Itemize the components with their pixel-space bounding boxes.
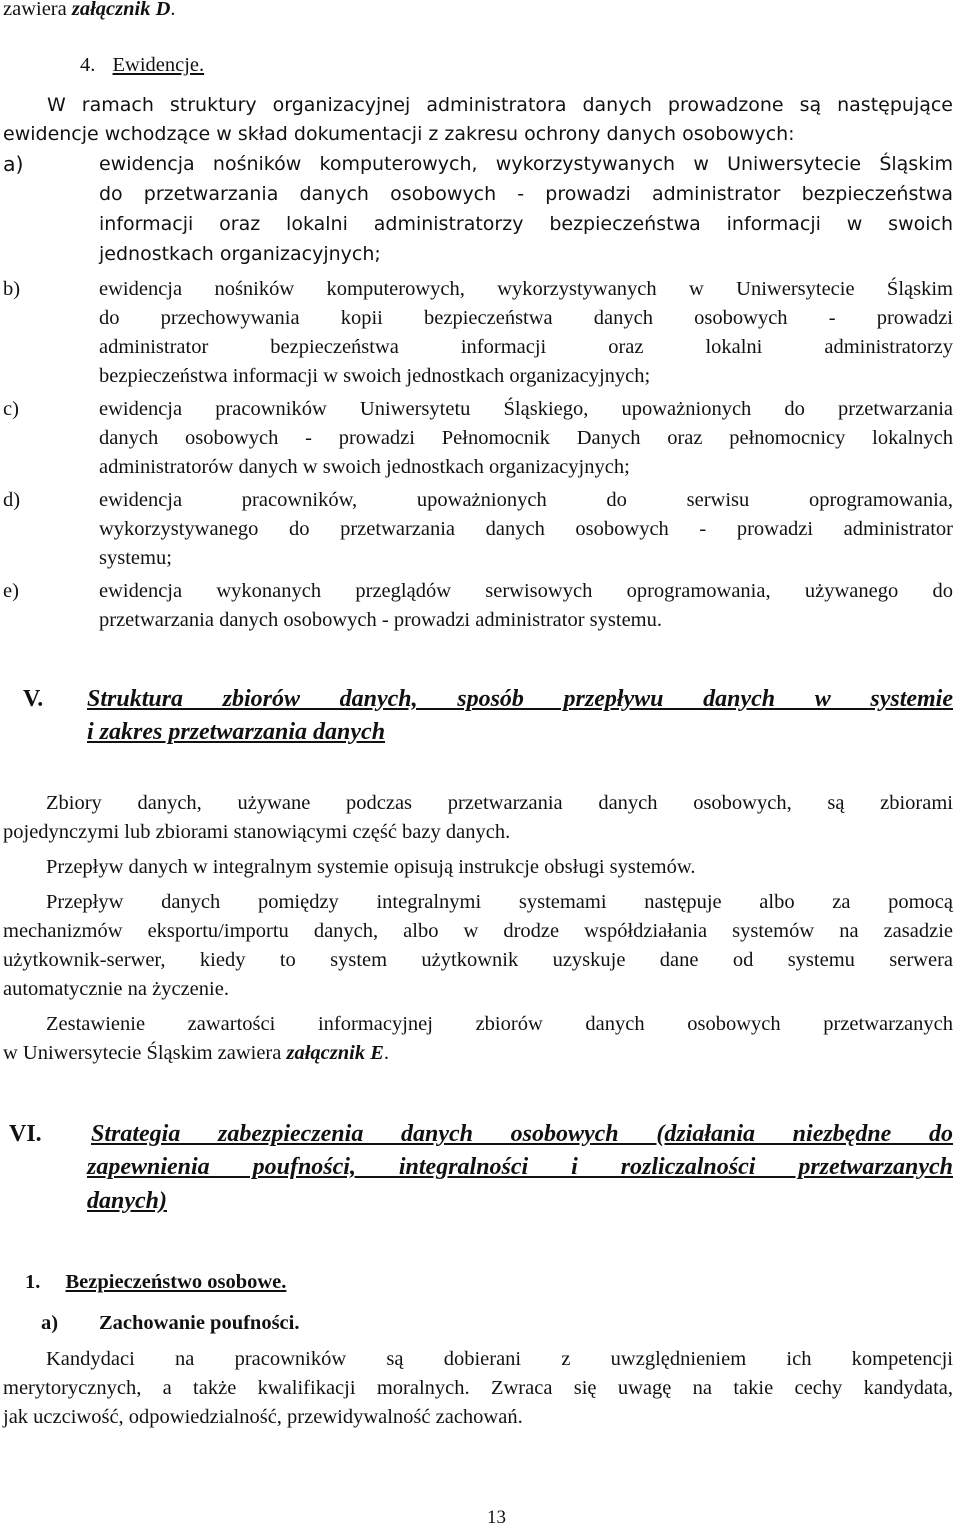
attachment-e-ref: załącznik E (286, 1042, 384, 1064)
list-b-line-1: ewidencja nośników komputerowych, wykorzystywanych w Uniwersytecie Śląskim (99, 278, 953, 300)
final-p-line-1: Kandydaci na pracowników są dobierani z uwzględnieniem ich kompetencji (46, 1348, 953, 1370)
list-a-line-4: jednostkach organizacyjnych; (99, 243, 381, 265)
list-label-e: e) (3, 580, 19, 602)
list-label-d: d) (3, 489, 21, 511)
v-p2-line-1: Przepływ danych w integralnym systemie opisują instrukcje obsługi systemów. (46, 856, 696, 878)
list-a-line-2: do przetwarzania danych osobowych - prowadzi administrator bezpieczeństwa (99, 183, 953, 205)
list-label-c: c) (3, 398, 19, 420)
intro-line-1: W ramach struktury organizacyjnej administratora danych prowadzone są następujące (47, 94, 953, 116)
section-vi-title-line-2: zapewnienia poufności, integralności i rozliczalności przetwarzanych (87, 1154, 953, 1180)
list-a-line-3: informacji oraz lokalni administratorzy bezpieczeństwa informacji w swoich (99, 213, 953, 235)
section-4-heading: 4. Ewidencje. (80, 54, 205, 76)
list-e-line-2: przetwarzania danych osobowych - prowadzi administrator systemu. (99, 609, 662, 631)
list-c-line-1: ewidencja pracowników Uniwersytetu Śląskiego, upoważnionych do przetwarzania (99, 398, 953, 420)
v-p4-line-1: Zestawienie zawartości informacyjnej zbiorów danych osobowych przetwarzanych (46, 1013, 953, 1035)
section-v-title-line-2: i zakres przetwarzania danych (87, 719, 386, 745)
list-e-line-1: ewidencja wykonanych przeglądów serwisowych oprogramowania, używanego do (99, 580, 953, 602)
list-a-line-1: ewidencja nośników komputerowych, wykorzystywanych w Uniwersytecie Śląskim (99, 153, 953, 175)
list-d-line-3: systemu; (99, 547, 172, 569)
subsection-1-heading: 1. Bezpieczeństwo osobowe. (25, 1271, 287, 1293)
section-vi-title-line-1: Strategia zabezpieczenia danych osobowych (działania niezbędne do (91, 1121, 953, 1147)
section-vi-number: VI. (9, 1121, 42, 1147)
list-label-a: a) (3, 152, 24, 176)
v-p3-line-2: mechanizmów eksportu/importu danych, albo w drodze współdziałania systemów na zasadzie (3, 920, 953, 942)
list-b-line-2: do przechowywania kopii bezpieczeństwa danych osobowych - prowadzi (99, 307, 953, 329)
v-p1-line-2: pojedynczymi lub zbiorami stanowiącymi część bazy danych. (3, 821, 511, 843)
page-number: 13 (487, 1507, 506, 1528)
v-p3-line-3: użytkownik-serwer, kiedy to system użytkownik uzyskuje dane od systemu serwera (3, 949, 953, 971)
section-v-number: V. (23, 686, 44, 712)
subsection-a-label: a) (41, 1312, 59, 1334)
top-fragment-line: zawiera załącznik D. (3, 0, 176, 20)
v-p1-line-1: Zbiory danych, używane podczas przetwarzania danych osobowych, są zbiorami (46, 792, 953, 814)
list-c-line-3: administratorów danych w swoich jednostkach organizacyjnych; (99, 456, 630, 478)
section-v-title-line-1: Struktura zbiorów danych, sposób przepływu danych w systemie (87, 686, 953, 712)
attachment-d-ref: załącznik D (71, 0, 171, 20)
intro-line-2: ewidencje wchodzące w skład dokumentacji z zakresu ochrony danych osobowych: (3, 123, 795, 145)
v-p3-line-1: Przepływ danych pomiędzy integralnymi systemami następuje albo za pomocą (46, 891, 953, 913)
section-vi-title-line-3: danych) (87, 1188, 167, 1214)
subsection-a-title: Zachowanie poufności. (99, 1312, 300, 1334)
final-p-line-2: merytorycznych, a także kwalifikacji moralnych. Zwraca się uwagę na takie cechy kandydata, (3, 1377, 953, 1399)
final-p-line-3: jak uczciwość, odpowiedzialność, przewidywalność zachowań. (3, 1406, 523, 1428)
list-b-line-4: bezpieczeństwa informacji w swoich jednostkach organizacyjnych; (99, 365, 651, 387)
v-p4-line-2: w Uniwersytecie Śląskim zawiera załącznik E. (3, 1042, 390, 1064)
list-b-line-3: administrator bezpieczeństwa informacji oraz lokalni administratorzy (99, 336, 953, 358)
list-d-line-1: ewidencja pracowników, upoważnionych do serwisu oprogramowania, (99, 489, 953, 511)
list-label-b: b) (3, 278, 21, 300)
list-c-line-2: danych osobowych - prowadzi Pełnomocnik Danych oraz pełnomocnicy lokalnych (99, 427, 953, 449)
v-p3-line-4: automatycznie na życzenie. (3, 978, 229, 1000)
list-d-line-2: wykorzystywanego do przetwarzania danych osobowych - prowadzi administrator (99, 518, 953, 540)
